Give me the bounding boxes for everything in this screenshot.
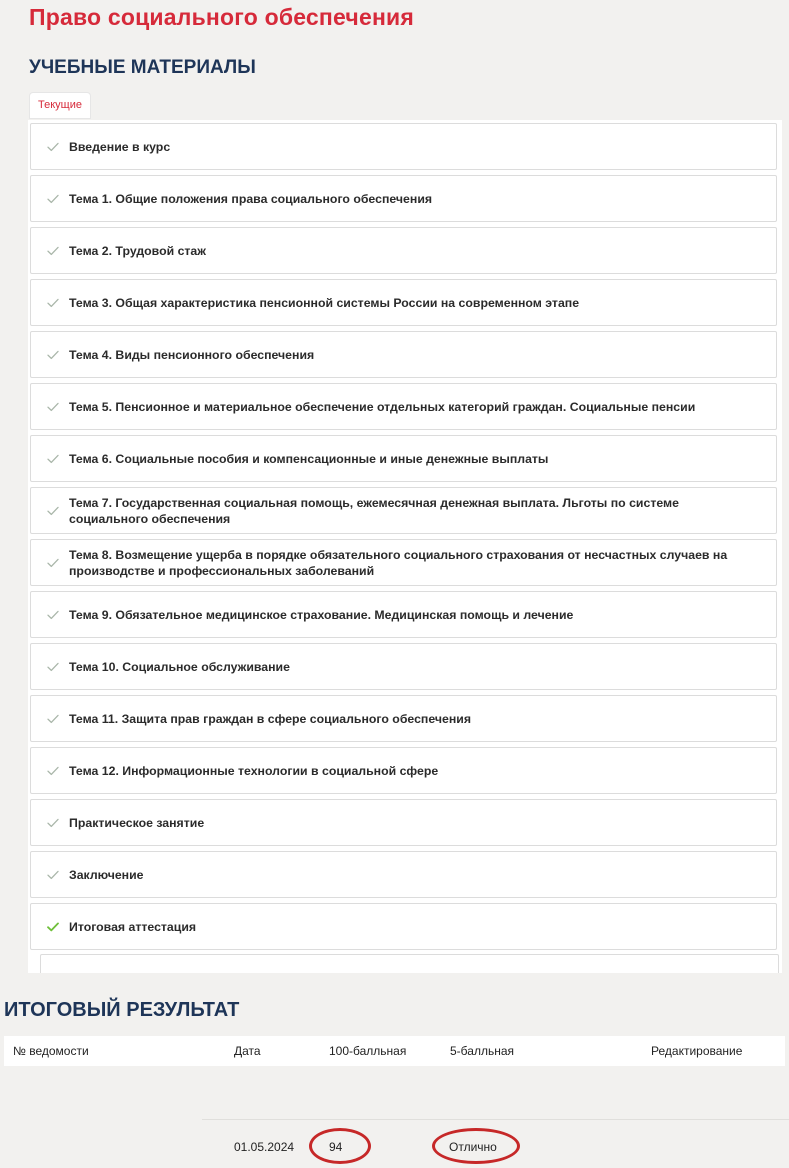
check-icon	[45, 506, 61, 516]
check-icon	[45, 714, 61, 724]
material-item-label: Тема 5. Пенсионное и материальное обеспечение отдельных категорий граждан. Социальные пенсии	[69, 399, 696, 414]
score100-highlight	[309, 1128, 371, 1164]
check-icon	[45, 402, 61, 412]
material-item-label: Тема 9. Обязательное медицинское страхование. Медицинская помощь и лечение	[69, 607, 574, 622]
check-icon	[45, 246, 61, 256]
column-header-number: № ведомости	[13, 1044, 89, 1058]
material-item-label: Тема 1. Общие положения права социального обеспечения	[69, 191, 433, 206]
score5-highlight	[432, 1128, 520, 1164]
material-item-label: Тема 6. Социальные пособия и компенсационные и иные денежные выплаты	[69, 451, 549, 466]
table-row-divider	[202, 1119, 789, 1120]
check-icon	[45, 922, 61, 932]
check-icon	[45, 194, 61, 204]
material-item-partial	[40, 954, 779, 973]
material-item-label: Тема 12. Информационные технологии в социальной сфере	[69, 763, 439, 778]
check-icon	[45, 454, 61, 464]
check-icon	[45, 766, 61, 776]
material-item[interactable]	[30, 175, 777, 222]
material-item-label: Тема 3. Общая характеристика пенсионной системы России на современном этапе	[69, 295, 580, 310]
material-item-label: Тема 4. Виды пенсионного обеспечения	[69, 347, 315, 362]
material-item[interactable]	[30, 435, 777, 482]
material-item-label: Итоговая аттестация	[69, 919, 197, 934]
material-item[interactable]	[30, 539, 777, 586]
course-title: Право социального обеспечения	[29, 4, 415, 30]
material-item-label: Введение в курс	[69, 139, 171, 154]
material-item[interactable]	[30, 747, 777, 794]
material-item[interactable]	[30, 851, 777, 898]
material-item[interactable]	[30, 903, 777, 950]
material-item[interactable]	[30, 487, 777, 534]
material-item-label: Тема 7. Государственная социальная помощь, ежемесячная денежная выплата. Льготы по системе социального обеспечения	[69, 495, 679, 526]
check-icon	[45, 558, 61, 568]
check-icon	[45, 610, 61, 620]
material-item-label: Заключение	[69, 867, 144, 882]
column-header-date: Дата	[234, 1044, 261, 1058]
check-icon	[45, 350, 61, 360]
check-icon	[45, 818, 61, 828]
result-date: 01.05.2024	[234, 1140, 295, 1154]
column-header-score100: 100-балльная	[329, 1044, 407, 1058]
column-header-edit: Редактирование	[651, 1044, 743, 1058]
materials-title: УЧЕБНЫЕ МАТЕРИАЛЫ	[29, 57, 256, 78]
materials-list	[28, 120, 782, 973]
material-item[interactable]	[30, 383, 777, 430]
material-item[interactable]	[30, 227, 777, 274]
check-icon	[45, 662, 61, 672]
results-title: ИТОГОВЫЙ РЕЗУЛЬТАТ	[4, 999, 240, 1021]
material-item[interactable]	[30, 279, 777, 326]
material-item[interactable]	[30, 591, 777, 638]
material-item[interactable]	[30, 123, 777, 170]
check-icon	[45, 298, 61, 308]
column-header-score5: 5-балльная	[450, 1044, 514, 1058]
check-icon	[45, 870, 61, 880]
material-item-label: Тема 8. Возмещение ущерба в порядке обязательного социального страхования от несчастных случаев на производстве и профессиональных заболеваний	[69, 547, 728, 578]
tab-current[interactable]: Текущие	[30, 93, 90, 118]
material-item[interactable]	[30, 799, 777, 846]
check-icon	[45, 142, 61, 152]
material-item[interactable]	[30, 695, 777, 742]
material-item[interactable]	[30, 643, 777, 690]
results-table-header	[4, 1036, 785, 1066]
material-item-label: Практическое занятие	[69, 815, 205, 830]
material-item-label: Тема 10. Социальное обслуживание	[69, 659, 290, 674]
result-score100: 94	[329, 1140, 343, 1154]
material-item-label: Тема 11. Защита прав граждан в сфере социального обеспечения	[69, 711, 472, 726]
material-item-label: Тема 2. Трудовой стаж	[69, 243, 206, 258]
material-item[interactable]	[30, 331, 777, 378]
result-score5: Отлично	[449, 1140, 497, 1154]
